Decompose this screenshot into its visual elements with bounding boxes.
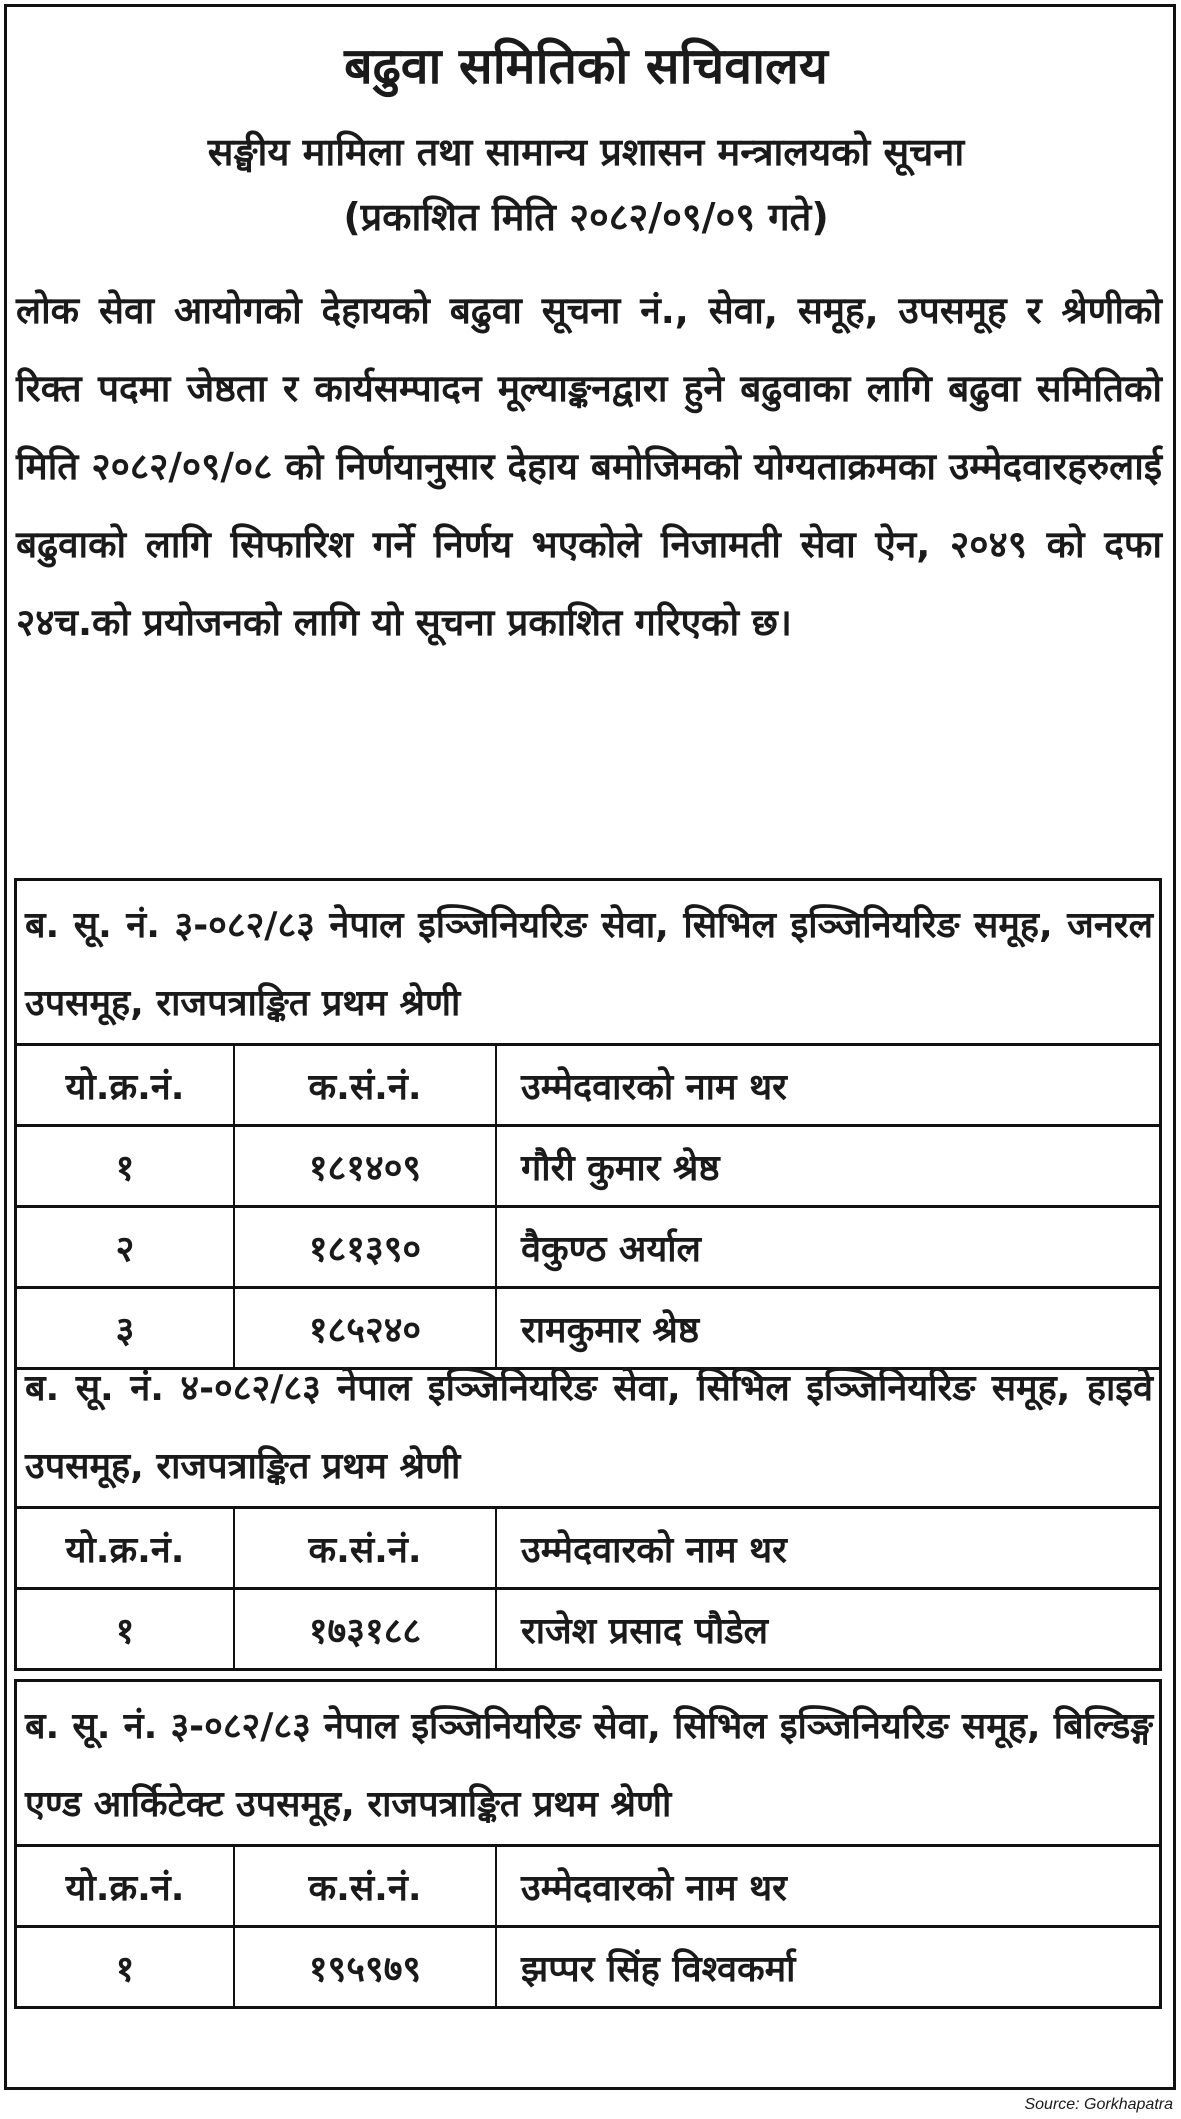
table-heading: ब. सू. नं. ३-०८२/८३ नेपाल इञ्जिनियरिङ सेवा, सिभिल इञ्जिनियरिङ समूह, जनरल उपसमूह, राजपत्राङ्कित प्रथम श्रेणी (17, 881, 1159, 1046)
table-row (17, 1928, 1159, 2006)
column-header: उम्मेदवारको नाम थर (521, 1867, 787, 1909)
column-header: उम्मेदवारको नाम थर (521, 1529, 787, 1571)
table-heading: ब. सू. नं. ३-०८२/८३ नेपाल इञ्जिनियरिङ सेवा, सिभिल इञ्जिनियरिङ समूह, बिल्डिङ्ग एण्ड आर्किटेक्ट उपसमूह, राजपत्राङ्कित प्रथम श्रेणी (17, 1682, 1159, 1847)
column-header: यो.क्र.नं. (17, 1509, 235, 1587)
column-header: क.सं.नं. (235, 1509, 497, 1587)
serial-cell: १ (17, 1928, 235, 2006)
column-header: यो.क्र.नं. (17, 1847, 235, 1925)
candidate-name-cell: गौरी कुमार श्रेष्ठ (521, 1147, 720, 1189)
column-header: क.सं.नं. (235, 1046, 497, 1124)
promotion-table (14, 1344, 1162, 1671)
candidate-name-cell: राजेश प्रसाद पौडेल (521, 1610, 769, 1652)
table-header-row (17, 1509, 1159, 1590)
roll-number-cell: १८१३९० (235, 1208, 497, 1286)
table-row (17, 1127, 1159, 1208)
table-row (17, 1208, 1159, 1289)
notice-title: बढुवा समितिको सचिवालय (344, 37, 828, 95)
column-header: यो.क्र.नं. (17, 1046, 235, 1124)
candidate-name-cell: वैकुण्ठ अर्याल (521, 1228, 701, 1270)
roll-number-cell: १८५२४० (235, 1289, 497, 1367)
published-date: (प्रकाशित मिति २०८२/०९/०९ गते) (343, 195, 829, 239)
promotion-table (14, 878, 1162, 1370)
table-heading: ब. सू. नं. ४-०८२/८३ नेपाल इञ्जिनियरिङ सेवा, सिभिल इञ्जिनियरिङ समूह, हाइवे उपसमूह, राजपत्राङ्कित प्रथम श्रेणी (17, 1344, 1159, 1509)
table-header-row (17, 1046, 1159, 1127)
column-header: क.सं.नं. (235, 1847, 497, 1925)
serial-cell: १ (17, 1590, 235, 1668)
table-header-row (17, 1847, 1159, 1928)
notice-body: लोक सेवा आयोगको देहायको बढुवा सूचना नं., सेवा, समूह, उपसमूह र श्रेणीको रिक्त पदमा जेष्ठता र कार्यसम्पादन मूल्याङ्कनद्वारा हुने बढुवाका लागि बढुवा समितिको मिति २०८२/०९/०८ को निर्णयानुसार देहाय बमोजिमको योग्यताक्रमका उम्मेदवारहरुलाई बढुवाको लागि सिफारिश गर्ने निर्णय भएकोले निजामती सेवा ऐन, २०४९ को दफा २४च.को प्रयोजनको लागि यो सूचना प्रकाशित गरिएको छ। (16, 289, 1162, 644)
candidate-name-cell: झप्पर सिंह विश्वकर्मा (521, 1948, 796, 1990)
column-header: उम्मेदवारको नाम थर (521, 1066, 787, 1108)
serial-cell: ३ (17, 1289, 235, 1367)
table-row (17, 1590, 1159, 1668)
roll-number-cell: १७३१८८ (235, 1590, 497, 1668)
candidate-name-cell: रामकुमार श्रेष्ठ (521, 1309, 700, 1351)
roll-number-cell: १८१४०९ (235, 1127, 497, 1205)
promotion-table (14, 1679, 1162, 2009)
serial-cell: २ (17, 1208, 235, 1286)
source-credit: Source: Gorkhapatra (1024, 2096, 1173, 2113)
serial-cell: १ (17, 1127, 235, 1205)
roll-number-cell: १९५९७९ (235, 1928, 497, 2006)
notice-subtitle: सङ्घीय मामिला तथा सामान्य प्रशासन मन्त्रालयको सूचना (207, 130, 965, 174)
